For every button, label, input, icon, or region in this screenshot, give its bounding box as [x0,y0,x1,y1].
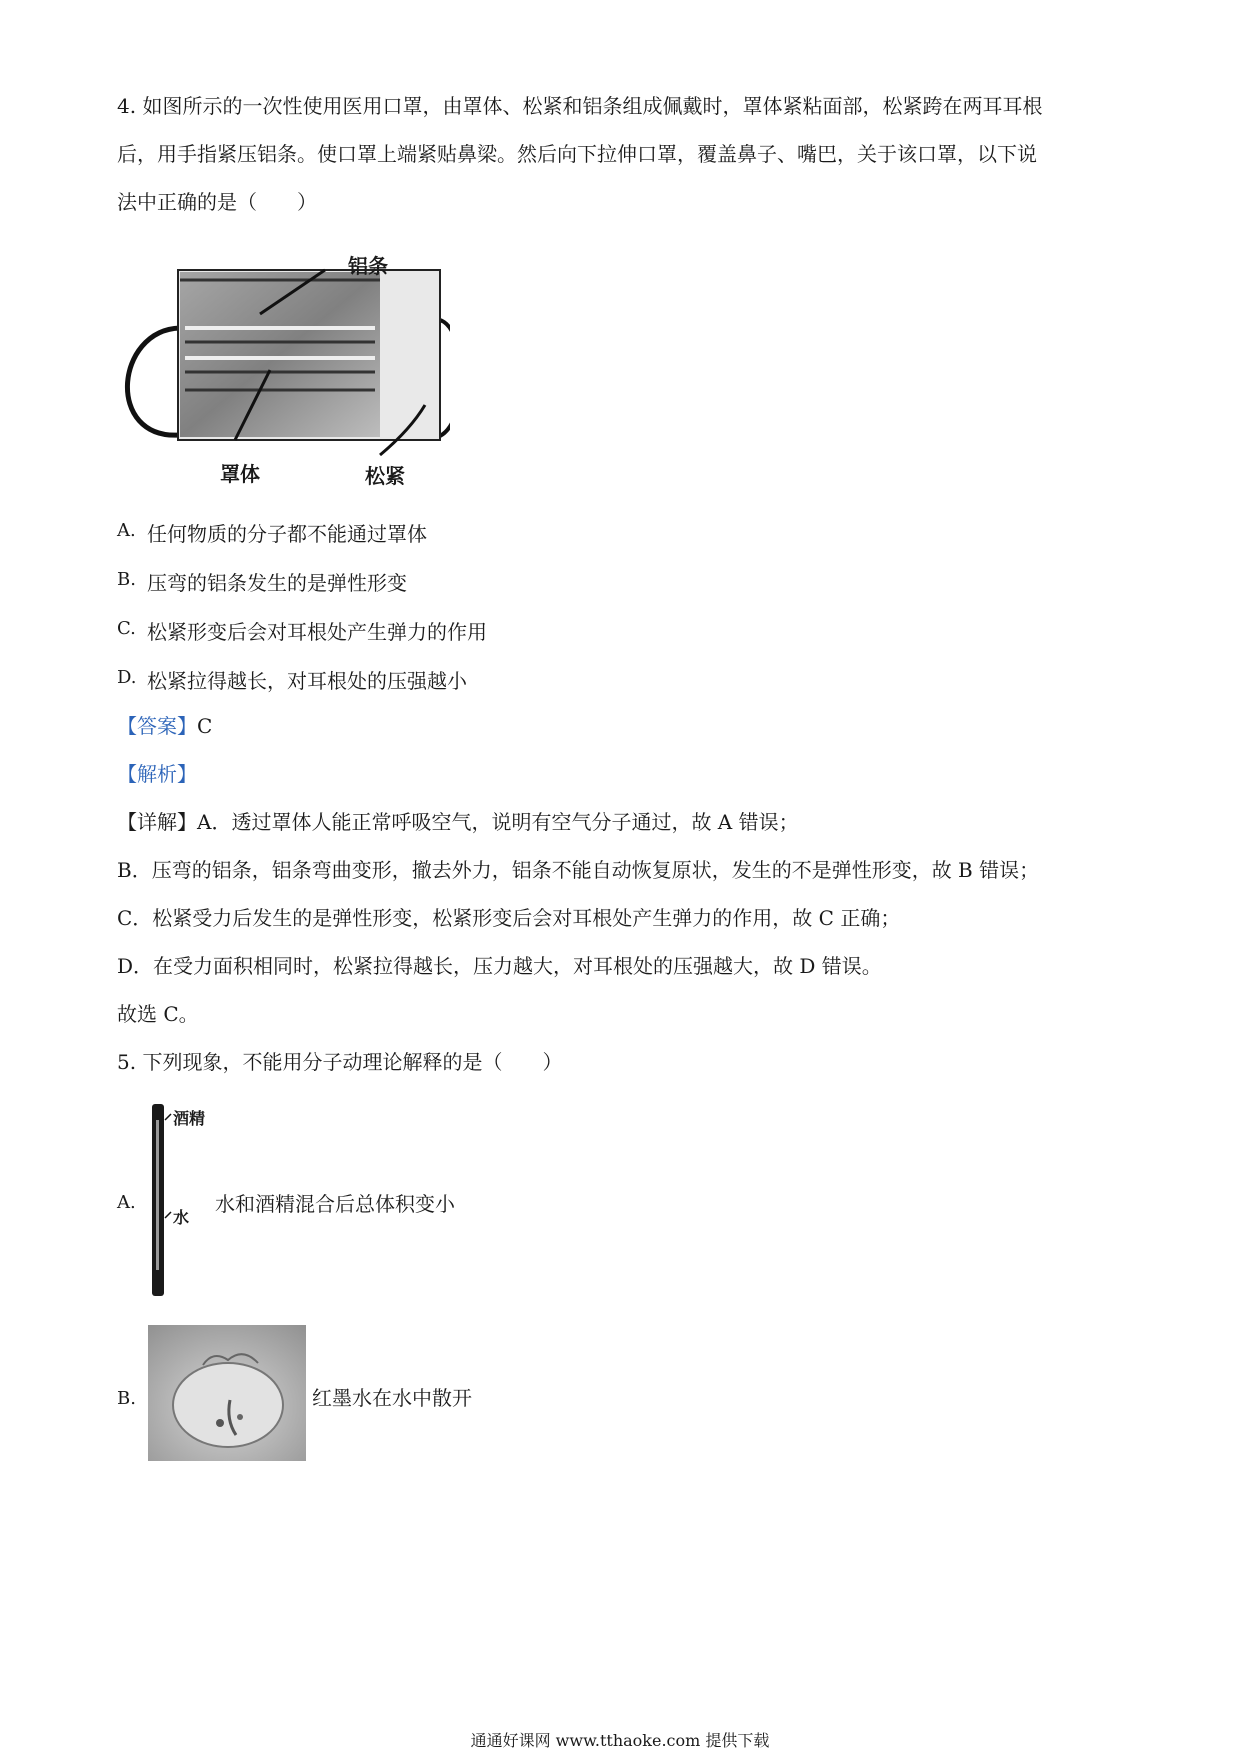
tube-illustration [148,1100,218,1300]
mask-illustration [110,250,450,490]
detail-line-1: 【详解】A．透过罩体人能正常呼吸空气，说明有空气分子通过，故 A 错误； [117,810,799,834]
label-elastic: 松紧 [365,464,405,488]
detail-line-3: C．松紧受力后发生的是弹性形变，松紧形变后会对耳根处产生弹力的作用，故 C 正确； [117,906,901,930]
tube-label-water: 水 [173,1208,190,1227]
mask-body [180,272,380,437]
answer-tag: 【答案】 [117,714,197,738]
left-ear-loop [127,328,180,435]
q5-option-b-text: 红墨水在水中散开 [312,1386,472,1410]
q4-option-d-text: 松紧拉得越长，对耳根处的压强越小 [147,669,467,693]
label-mask-body: 罩体 [220,462,260,486]
q5-option-a-text: 水和酒精混合后总体积变小 [215,1192,455,1216]
conclusion: 故选 C。 [117,1002,199,1026]
q4-option-b-text: 压弯的铝条发生的是弹性形变 [147,571,407,595]
answer-value: C [197,714,213,738]
q4-option-a-letter: A. [117,520,136,541]
q5-option-a-letter: A. [117,1192,136,1213]
detail-line-2: B．压弯的铝条，铝条弯曲变形，撤去外力，铝条不能自动恢复原状，发生的不是弹性形变，故 B 错误； [117,858,1040,882]
q4-option-a-text: 任何物质的分子都不能通过罩体 [147,522,427,546]
tube-label-alcohol: 酒精 [173,1109,206,1128]
detail-line-4: D．在受力面积相同时，松紧拉得越长，压力越大，对耳根处的压强越大，故 D 错误。 [117,954,882,978]
q4-stem-line1: 4. 如图所示的一次性使用医用口罩，由罩体、松紧和铝条组成佩戴时，罩体紧粘面部，松紧跨在两耳耳根 [117,94,1043,118]
q4-answer [117,712,212,740]
q4-option-c-text: 松紧形变后会对耳根处产生弹力的作用 [147,620,487,644]
beaker-illustration [148,1325,306,1461]
ink-photo [148,1325,306,1461]
q5-option-b-letter: B. [117,1388,136,1409]
q5-stem: 5. 下列现象，不能用分子动理论解释的是（ ） [117,1050,563,1074]
q4-option-c-letter: C. [117,618,136,639]
q4-stem-line3: 法中正确的是（ ） [117,190,317,214]
tube-highlight [156,1120,159,1270]
mask-figure [110,250,450,490]
q4-stem-line2: 后，用手指紧压铝条。使口罩上端紧贴鼻梁。然后向下拉伸口罩，覆盖鼻子、嘴巴，关于该口罩，以下说 [117,142,1037,166]
analysis-tag: 【解析】 [117,762,197,786]
q4-option-b-letter: B. [117,569,136,590]
label-aluminum: 铝条 [348,254,388,278]
tube-figure [148,1100,218,1300]
footer: 通通好课网 www.tthaoke.com 提供下载 [470,1731,770,1750]
q4-option-d-letter: D. [117,667,137,688]
